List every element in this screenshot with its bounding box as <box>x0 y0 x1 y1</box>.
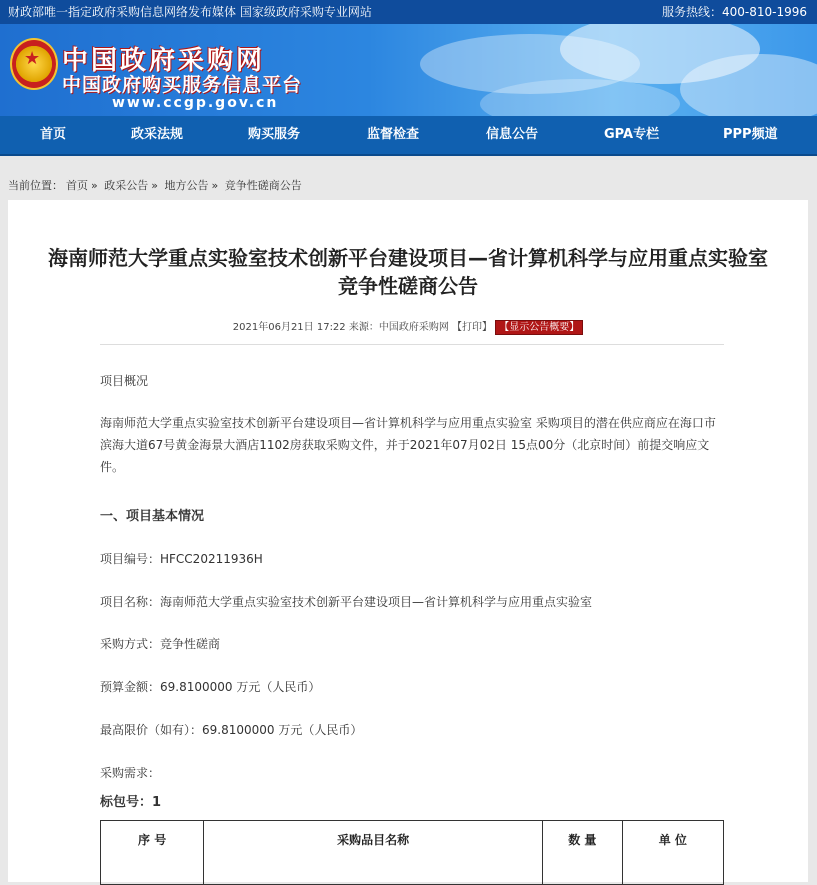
table-header-cell: 数 量 <box>542 821 622 885</box>
article-title-line2: 竞争性磋商公告 <box>338 274 478 298</box>
nav-item-purchase-services[interactable]: 购买服务 <box>248 127 301 142</box>
table-header-cell: 序 号 <box>101 821 204 885</box>
nav-item-regulations[interactable]: 政采法规 <box>131 127 184 142</box>
site-subtitle: 中国政府购买服务信息平台 <box>62 74 303 96</box>
max-price: 最高限价（如有）：69.8100000 万元（人民币） <box>100 723 363 737</box>
nav-item-ppp[interactable]: PPP频道 <box>723 127 778 142</box>
article-panel <box>8 200 808 882</box>
nav-item-announcements[interactable]: 信息公告 <box>486 127 539 142</box>
breadcrumb-prefix: 当前位置： <box>8 179 63 192</box>
breadcrumb-current[interactable]: 竞争性磋商公告 <box>224 179 302 192</box>
lot-number: 标包号：1 <box>100 795 162 810</box>
procurement-items-table <box>100 820 724 885</box>
top-slogan: 财政部唯一指定政府采购信息网络发布媒体 国家级政府采购专业网站 <box>8 5 372 19</box>
procurement-method: 采购方式：竞争性磋商 <box>100 637 221 651</box>
requirements-label: 采购需求： <box>100 766 161 780</box>
overview-heading: 项目概况 <box>100 374 149 388</box>
nav-item-supervision[interactable]: 监督检查 <box>367 127 420 142</box>
main-nav <box>0 116 817 156</box>
overview-body: 海南师范大学重点实验室技术创新平台建设项目—省计算机科学与应用重点实验室 采购项目的潜在供应商应在海口市滨海大道67号黄金海景大酒店1102房获取采购文件，并于2021年07月02日 15点00分（北京时间）前提交响应文件。 <box>100 416 716 474</box>
breadcrumb-local-notices[interactable]: 地方公告 <box>164 179 209 192</box>
project-number: 项目编号：HFCC20211936H <box>100 552 263 566</box>
service-hotline: 服务热线：400-810-1996 <box>661 5 807 19</box>
breadcrumb-procurement-notices[interactable]: 政采公告 <box>104 179 149 192</box>
star-icon: ★ <box>24 48 41 69</box>
breadcrumb-home[interactable]: 首页 <box>66 179 88 192</box>
breadcrumb-separator: » <box>211 179 219 192</box>
breadcrumb-separator: » <box>151 179 158 192</box>
nav-item-home[interactable]: 首页 <box>40 127 67 142</box>
site-name[interactable]: 中国政府采购网 <box>62 46 266 76</box>
site-url[interactable]: www.ccgp.gov.cn <box>112 95 279 111</box>
national-emblem-logo[interactable] <box>10 38 58 90</box>
section-heading-basic-info: 一、项目基本情况 <box>100 509 205 524</box>
project-name: 项目名称：海南师范大学重点实验室技术创新平台建设项目—省计算机科学与应用重点实验室 <box>100 595 593 609</box>
breadcrumb-separator: » <box>91 179 98 192</box>
show-summary-button[interactable]: 【显示公告概要】 <box>495 320 583 335</box>
divider <box>100 344 724 345</box>
article-title <box>8 244 808 300</box>
top-info-bar <box>0 0 817 24</box>
breadcrumb <box>8 177 305 193</box>
table-header-row <box>101 821 724 885</box>
site-banner <box>0 24 817 116</box>
table-header-cell: 单 位 <box>622 821 723 885</box>
nav-item-gpa[interactable]: GPA专栏 <box>604 127 660 142</box>
article-title-line1: 海南师范大学重点实验室技术创新平台建设项目—省计算机科学与应用重点实验室 <box>48 246 768 270</box>
table-header-cell: 采购品目名称 <box>204 821 543 885</box>
article-meta <box>8 318 808 335</box>
publish-info: 2021年06月21日 17:22 来源：中国政府采购网 【打印】 <box>232 322 493 333</box>
budget-amount: 预算金额：69.8100000 万元（人民币） <box>100 680 321 694</box>
